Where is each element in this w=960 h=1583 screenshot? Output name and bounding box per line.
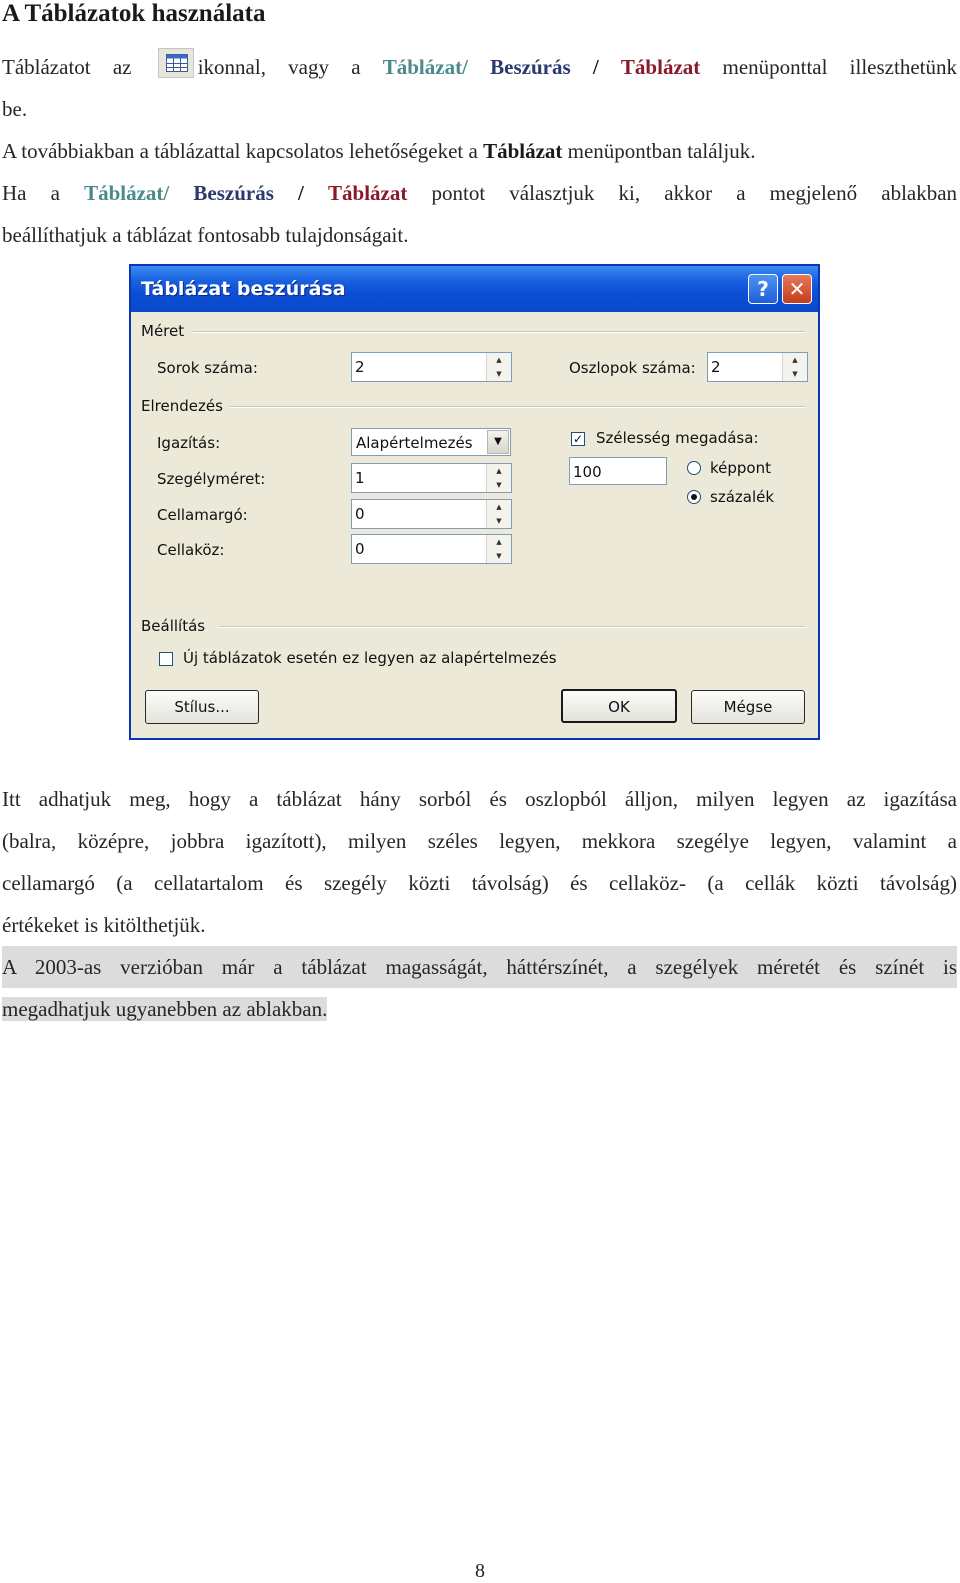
intro-text: be. <box>2 97 28 121</box>
radio-selected-dot <box>691 494 697 500</box>
text: menüpontban találjuk. <box>567 139 756 163</box>
align-value: Alapértelmezés <box>356 434 473 452</box>
layout-group-label: Elrendezés <box>141 397 223 415</box>
align-label: Igazítás: <box>157 434 221 452</box>
insert-table-dialog <box>129 264 820 740</box>
text: beállíthatjuk a táblázat fontosabb tulajdonságait. <box>2 223 409 247</box>
highlighted-text: megadhatjuk ugyanebben az ablakban. <box>2 997 328 1021</box>
stepper-down-icon[interactable]: ▼ <box>487 478 511 492</box>
border-stepper[interactable] <box>351 463 512 493</box>
menu-separator: / <box>298 181 304 205</box>
dialog-titlebar[interactable] <box>131 266 818 312</box>
page-number: 8 <box>475 1560 485 1582</box>
text: Ha a <box>2 181 60 205</box>
paragraph-line-2 <box>2 130 957 172</box>
width-value: 100 <box>573 463 602 481</box>
width-checkbox[interactable]: ✓ <box>572 432 584 446</box>
paragraph-line-4 <box>2 214 957 256</box>
help-button[interactable]: ? <box>748 274 778 304</box>
stepper-up-icon[interactable]: ▲ <box>487 353 511 368</box>
padding-value: 0 <box>355 505 365 523</box>
stepper-up-icon[interactable]: ▲ <box>487 535 511 550</box>
ok-button[interactable]: OK <box>561 689 677 723</box>
menu-table: Táblázat/ <box>382 55 468 79</box>
border-label: Szegélyméret: <box>157 470 266 488</box>
group-divider <box>193 331 805 333</box>
stepper-up-icon[interactable]: ▲ <box>783 353 807 368</box>
page-heading: A Táblázatok használata <box>2 0 266 27</box>
group-divider <box>219 626 805 628</box>
percent-label: százalék <box>710 488 775 506</box>
default-checkbox[interactable] <box>159 652 173 666</box>
menu-insert: Beszúrás <box>490 55 571 79</box>
body-line: értékeket is kitölthetjük. <box>2 913 206 937</box>
paragraph-line-3 <box>2 172 957 214</box>
align-select[interactable] <box>351 428 511 456</box>
body-line: Itt adhatjuk meg, hogy a táblázat hány sorból és oszlopból álljon, milyen legyen az igazítása <box>2 787 957 811</box>
intro-text: menüponttal illeszthetünk <box>722 55 957 79</box>
padding-stepper[interactable] <box>351 499 512 529</box>
style-button[interactable]: Stílus... <box>145 690 259 724</box>
menu-insert: Beszúrás <box>193 181 274 205</box>
intro-line-2 <box>2 88 957 130</box>
spacing-label: Cellaköz: <box>157 541 225 559</box>
border-value: 1 <box>355 469 365 487</box>
padding-label: Cellamargó: <box>157 506 248 524</box>
cols-value: 2 <box>711 358 721 376</box>
text: pontot választjuk ki, akkor a megjelenő ablakban <box>431 181 958 205</box>
percent-radio[interactable] <box>687 490 701 504</box>
menu-table-item: Táblázat <box>620 55 701 79</box>
stepper-up-icon[interactable]: ▲ <box>487 500 511 515</box>
dialog-title: Táblázat beszúrása <box>141 278 346 300</box>
width-check-label: Szélesség megadása: <box>596 429 759 447</box>
stepper-down-icon[interactable]: ▼ <box>783 367 807 381</box>
highlighted-line <box>2 988 957 1030</box>
rows-label: Sorok száma: <box>157 359 258 377</box>
text: A továbbiakban a táblázattal kapcsolatos lehetőségeket a <box>2 139 478 163</box>
cancel-button[interactable]: Mégse <box>691 690 805 724</box>
cols-stepper[interactable] <box>707 352 808 382</box>
size-group-label: Méret <box>141 322 185 340</box>
intro-text: ikonnal, vagy a <box>197 55 361 79</box>
menu-separator: / <box>592 55 599 79</box>
highlighted-line <box>2 946 957 988</box>
spacing-stepper[interactable] <box>351 534 512 564</box>
pixel-radio[interactable] <box>687 461 701 475</box>
close-button[interactable]: ✕ <box>782 274 812 304</box>
spacing-value: 0 <box>355 540 365 558</box>
stepper-down-icon[interactable]: ▼ <box>487 514 511 528</box>
menu-table-item: Táblázat <box>328 181 408 205</box>
insert-table-icon <box>158 48 194 78</box>
stepper-down-icon[interactable]: ▼ <box>487 367 511 381</box>
default-check-label: Új táblázatok esetén ez legyen az alapértelmezés <box>183 649 557 667</box>
intro-line-1 <box>2 46 957 88</box>
group-divider <box>229 406 805 408</box>
menu-table: Táblázat/ <box>84 181 170 205</box>
stepper-up-icon[interactable]: ▲ <box>487 464 511 479</box>
width-input[interactable] <box>569 457 667 485</box>
menu-table-bold: Táblázat <box>483 139 563 163</box>
body-line: (balra, középre, jobbra igazított), milyen széles legyen, mekkora szegélye legyen, valamint a <box>2 829 957 853</box>
body-line: cellamargó (a cellatartalom és szegély közti távolság) és cellaköz- (a cellák közti távolság) <box>2 871 957 895</box>
rows-value: 2 <box>355 358 365 376</box>
pixel-label: képpont <box>710 459 771 477</box>
highlighted-text: A 2003-as verzióban már a táblázat magasságát, háttérszínét, a szegélyek méretét és színét is <box>2 946 957 988</box>
chevron-down-icon[interactable]: ▼ <box>487 430 509 454</box>
cols-label: Oszlopok száma: <box>569 359 696 377</box>
stepper-down-icon[interactable]: ▼ <box>487 549 511 563</box>
rows-stepper[interactable] <box>351 352 512 382</box>
settings-group-label: Beállítás <box>141 617 206 635</box>
intro-text: Táblázatot az <box>2 55 132 79</box>
